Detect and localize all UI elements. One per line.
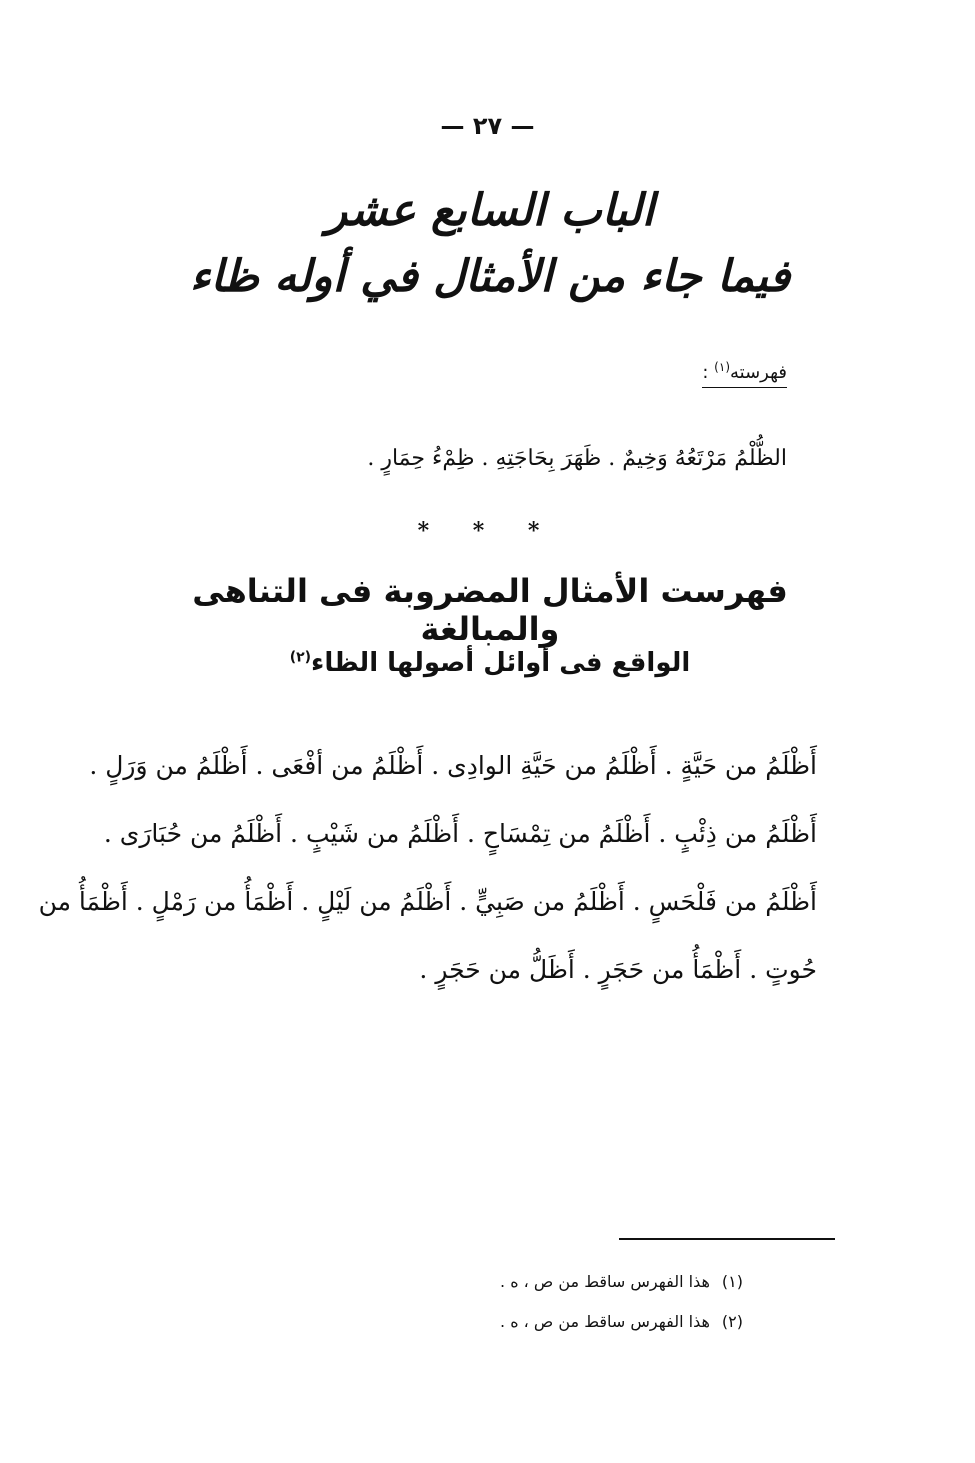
footnote-ref-2[interactable]: (٢): [289, 649, 312, 666]
section-subheading-text: الواقع فى أوائل أصولها الظاء: [311, 648, 691, 678]
footnote-text: هذا الفهرس ساقط من ص ، ه .: [500, 1312, 710, 1331]
footnote-2: [500, 1302, 743, 1342]
index-entries: الظُّلْمُ مَرْتَعُهُ وَخِيمٌ . ظَهَرَ بِحَاجَتِهِ . ظِمْءُ حِمَارٍ .: [367, 446, 787, 471]
footnote-divider: [619, 1238, 835, 1240]
proverb-line: حُوتٍ . أَظْمَأُ من حَجَرٍ . أَظَلُّ من حَجَرٍ .: [419, 955, 817, 984]
proverb-line: أَظْلَمُ من ذِئْبٍ . أَظْلَمُ من تِمْسَاحٍ . أَظْلَمُ من شَيْبٍ . أَظْلَمُ من حُبَارَى .: [103, 819, 817, 848]
chapter-title-line-1: الباب السابع عشر: [325, 185, 655, 236]
section-heading: فهرست الأمثال المضروبة فى التناهى والمبالغة: [192, 572, 788, 648]
proverbs-list: [38, 732, 817, 1004]
footnote-text: هذا الفهرس ساقط من ص ، ه .: [500, 1272, 710, 1291]
footnote-1: [500, 1262, 743, 1302]
index-label: [702, 360, 787, 388]
page-number: — ٢٧ —: [440, 112, 535, 140]
index-label-text: فهرسته: [730, 362, 787, 383]
section-subheading: [140, 648, 840, 678]
footnote-number: (٢): [721, 1312, 743, 1331]
footnotes: [500, 1262, 743, 1342]
chapter-title: [160, 178, 820, 310]
proverb-line: أَظْلَمُ من فَلْحَسٍ . أَظْلَمُ من صَبِيٍّ . أَظْلَمُ من لَيْلٍ . أَظْمَأُ من رَمْلٍ . أَظْمَأُ من: [38, 887, 817, 916]
separator-stars: * * *: [417, 518, 558, 544]
index-label-colon: :: [702, 362, 709, 383]
proverb-line: أَظْلَمُ من حَيَّةٍ . أَظْلَمُ من حَيَّةِ الوادِى . أَظْلَمُ من أفْعَى . أَظْلَمُ من وَرَلٍ .: [89, 751, 817, 780]
footnote-ref-1[interactable]: (١): [714, 360, 730, 374]
chapter-title-line-2: فيما جاء من الأمثال في أوله ظاء: [189, 251, 791, 302]
footnote-number: (١): [721, 1272, 743, 1291]
